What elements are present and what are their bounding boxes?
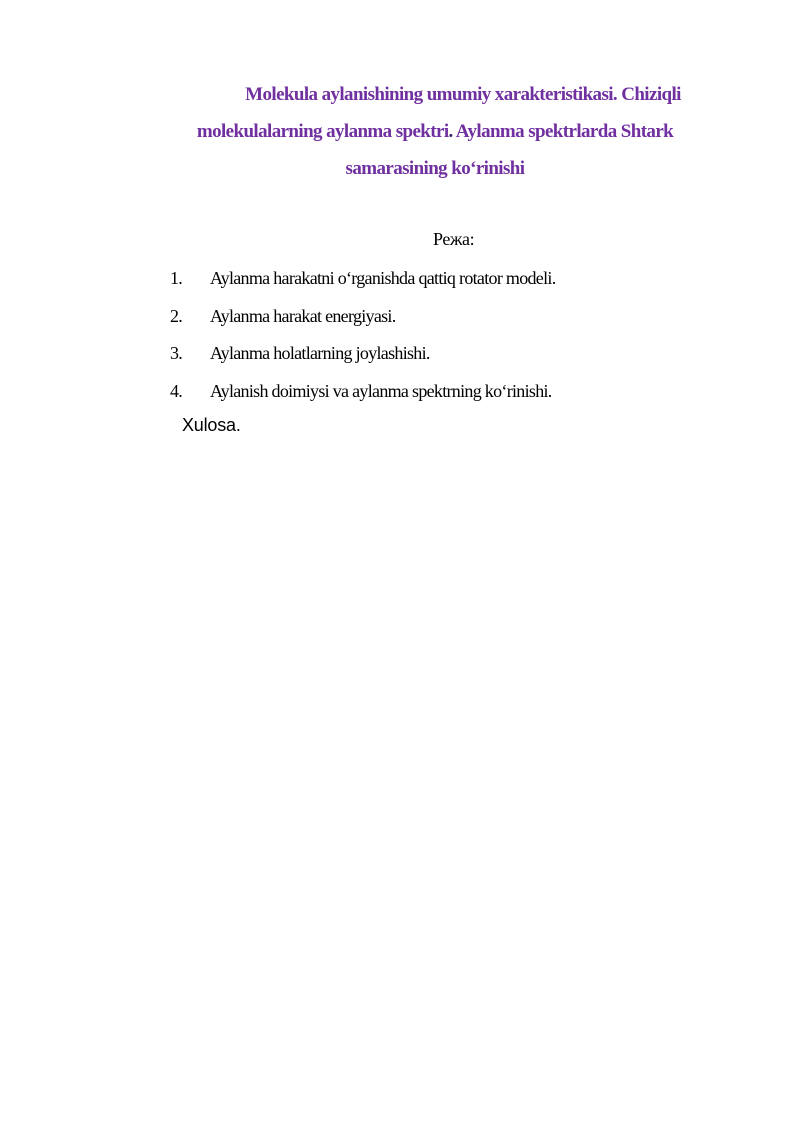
plan-item <box>170 377 556 415</box>
plan-item-text: Aylanish doimiysi va aylanma spektrning ko‘rinishi. <box>210 380 552 401</box>
plan-list <box>170 264 556 414</box>
title-line-2 <box>150 113 720 150</box>
plan-item-text: Aylanma holatlarning joylashishi. <box>210 343 430 363</box>
plan-item-number: 1. <box>170 268 183 288</box>
title-line-1: Molekula aylanishining umumiy xarakteristikasi. Chiziqli <box>245 84 681 105</box>
title-line-2-part-1: molekulalarning aylanma spektri <box>196 121 449 142</box>
conclusion-text: Xulosa. <box>182 415 241 435</box>
plan-item-text: Aylanma harakat energiyasi. <box>210 305 396 326</box>
plan-item <box>170 339 556 377</box>
plan-item-text: Aylanma harakatni o‘rganishda qattiq rotator modeli. <box>210 268 556 288</box>
plan-item <box>170 264 556 302</box>
plan-item-number: 4. <box>170 380 183 401</box>
plan-heading: Режа: <box>433 229 475 249</box>
document-title <box>150 76 720 187</box>
title-line-2-dot: . <box>448 121 453 142</box>
plan-item-number: 2. <box>170 305 183 326</box>
title-line-2-part-2: Aylanma spektrlarda Shtark <box>452 121 674 142</box>
title-line-3: samarasining ko‘rinishi <box>345 158 525 179</box>
plan-item-number: 3. <box>170 343 183 363</box>
plan-item <box>170 302 556 340</box>
